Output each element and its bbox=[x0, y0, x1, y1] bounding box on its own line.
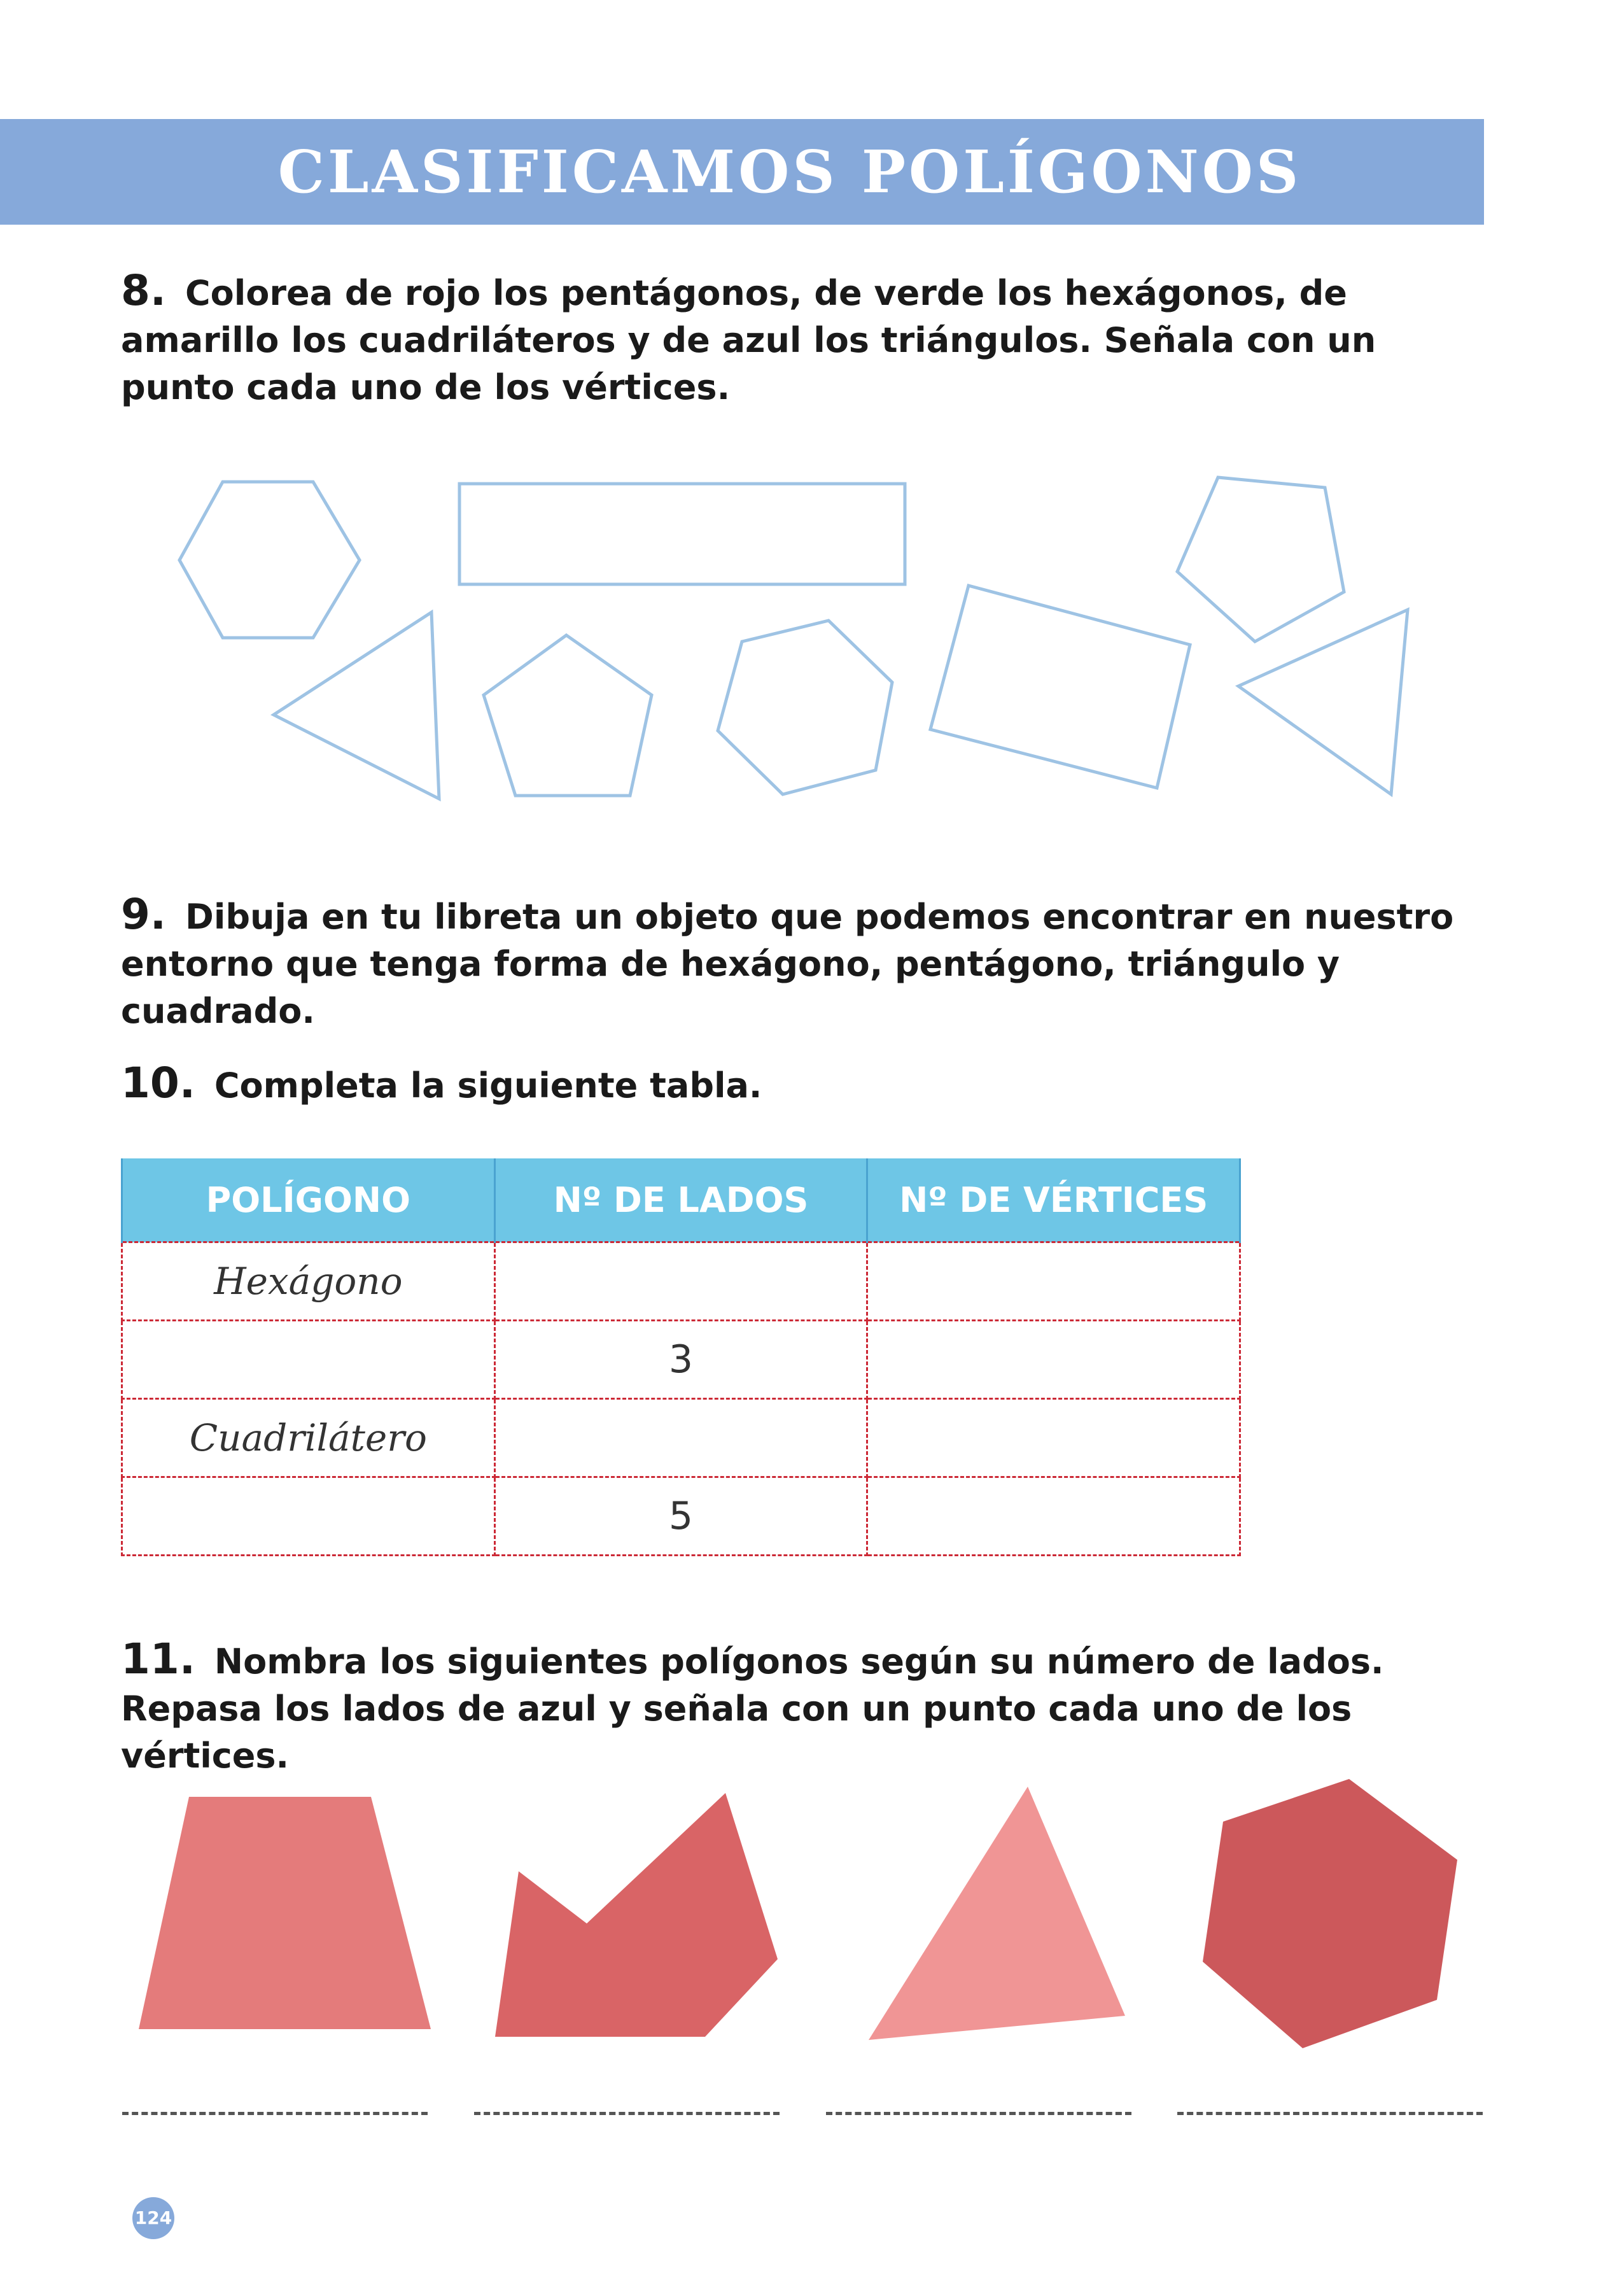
pentagon-outline[interactable] bbox=[484, 635, 652, 796]
answer-line[interactable] bbox=[122, 2112, 428, 2115]
exercise-instruction: Colorea de rojo los pentágonos, de verde los hexágonos, de amarillo los cuadriláteros y de azul los triángulos. Señala con un punto cada uno de los vértices. bbox=[121, 273, 1376, 407]
heptagon-outline[interactable] bbox=[718, 621, 892, 794]
table-cell-input[interactable] bbox=[122, 1477, 495, 1556]
table-row bbox=[122, 1477, 1240, 1556]
table-cell: Hexágono bbox=[122, 1242, 495, 1321]
exercise-number: 10. bbox=[121, 1058, 195, 1107]
table-row bbox=[122, 1321, 1240, 1399]
triangle-outline[interactable] bbox=[274, 612, 439, 799]
exercise-number: 11. bbox=[121, 1635, 195, 1684]
table-cell-input[interactable] bbox=[867, 1321, 1240, 1399]
polygon-table bbox=[121, 1158, 1241, 1556]
answer-line[interactable] bbox=[826, 2112, 1131, 2115]
table-row bbox=[122, 1399, 1240, 1477]
header-num-lados: Nº DE LADOS bbox=[494, 1158, 867, 1242]
table-cell: 5 bbox=[494, 1477, 867, 1556]
table-row bbox=[122, 1242, 1240, 1321]
table-cell-input[interactable] bbox=[494, 1399, 867, 1477]
header-num-vertices: Nº DE VÉRTICES bbox=[867, 1158, 1240, 1242]
page-number: 124 bbox=[132, 2197, 174, 2239]
exercise-number: 8. bbox=[121, 266, 166, 315]
rectangle-outline[interactable] bbox=[459, 484, 905, 584]
quadrilateral-filled[interactable] bbox=[139, 1797, 431, 2029]
hexagon-outline[interactable] bbox=[179, 482, 360, 638]
hexagon-filled[interactable] bbox=[1203, 1779, 1457, 2048]
exercise-instruction: Nombra los siguientes polígonos según su número de lados. Repasa los lados de azul y señala con un punto cada uno de los vértices. bbox=[121, 1642, 1384, 1776]
rectangle-outline[interactable] bbox=[930, 586, 1190, 788]
table-cell-input[interactable] bbox=[867, 1242, 1240, 1321]
page-title: CLASIFICAMOS POLÍGONOS bbox=[277, 137, 1302, 206]
triangle-filled[interactable] bbox=[869, 1787, 1125, 2040]
answer-line[interactable] bbox=[1177, 2112, 1483, 2115]
header-poligono: POLÍGONO bbox=[122, 1158, 495, 1242]
pentagon-filled[interactable] bbox=[495, 1793, 778, 2037]
exercise-instruction: Dibuja en tu libreta un objeto que podemos encontrar en nuestro entorno que tenga forma de hexágono, pentágono, triángulo y cuadrado. bbox=[121, 897, 1454, 1031]
exercise-11 bbox=[121, 1636, 1495, 1780]
table-cell: Cuadrilátero bbox=[122, 1399, 495, 1477]
table-cell-input[interactable] bbox=[867, 1399, 1240, 1477]
exercise-9 bbox=[121, 891, 1495, 1035]
table-cell-input[interactable] bbox=[122, 1321, 495, 1399]
pentagon-outline[interactable] bbox=[1177, 477, 1344, 642]
table-header-row bbox=[122, 1158, 1240, 1242]
answer-line[interactable] bbox=[474, 2112, 780, 2115]
exercise-10 bbox=[121, 1060, 1495, 1109]
table-cell: 3 bbox=[494, 1321, 867, 1399]
table-cell-input[interactable] bbox=[867, 1477, 1240, 1556]
exercise-instruction: Completa la siguiente tabla. bbox=[214, 1065, 762, 1106]
exercise-number: 9. bbox=[121, 890, 166, 939]
table-cell-input[interactable] bbox=[494, 1242, 867, 1321]
